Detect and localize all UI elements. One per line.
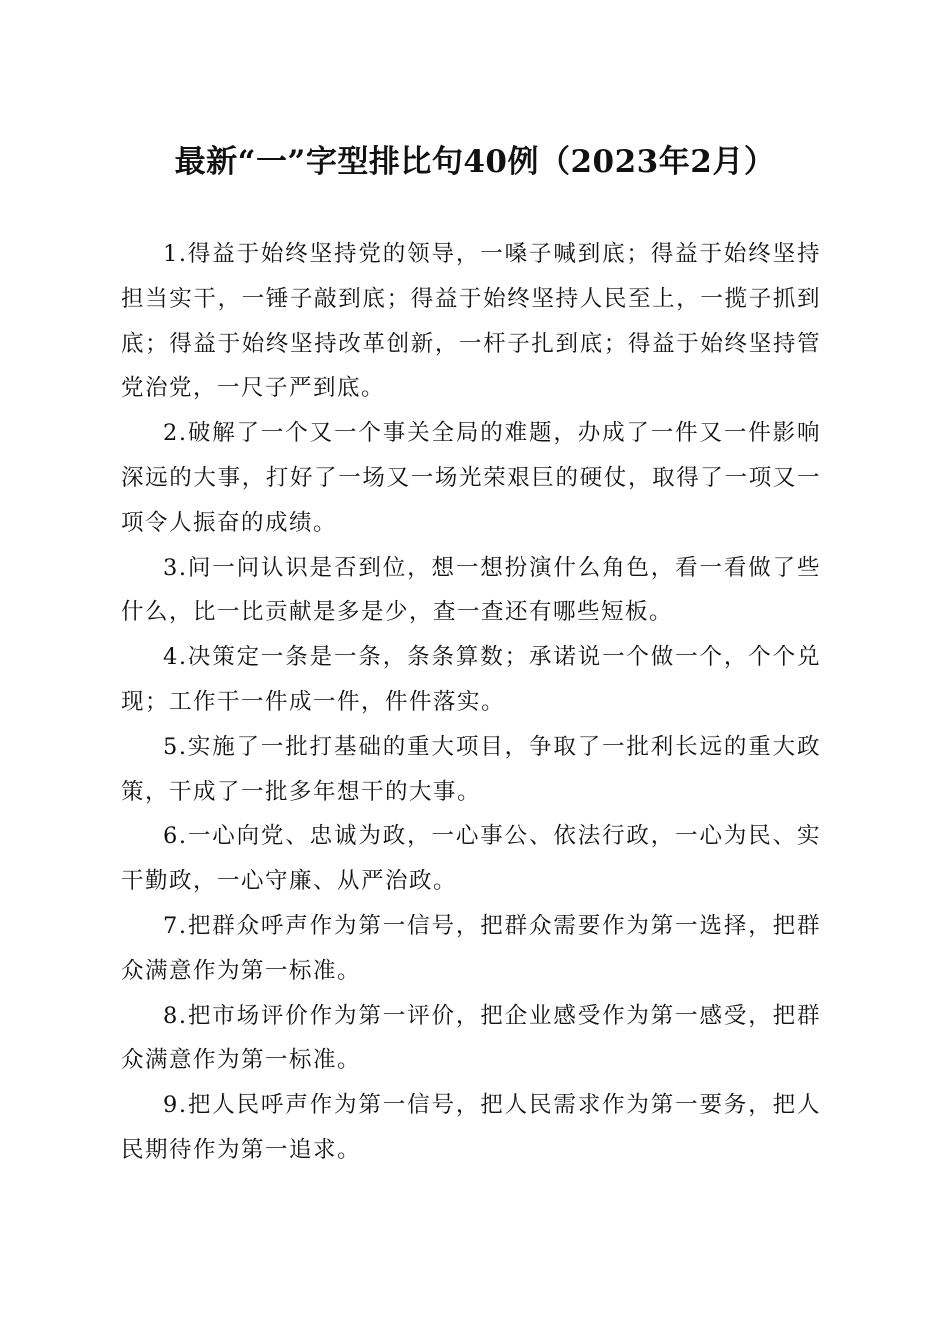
- document-body: [121, 232, 821, 1173]
- paragraph-9: 9.把人民呼声作为第一信号，把人民需求作为第一要务，把人民期待作为第一追求。: [121, 1092, 821, 1163]
- document-title: 最新“一”字型排比句40例（2023年2月）: [174, 144, 776, 180]
- paragraph-4: 4.决策定一条是一条，条条算数；承诺说一个做一个，个个兑现；工作干一件成一件，件件落实。: [121, 644, 821, 715]
- paragraph-6: 6.一心向党、忠诚为政，一心事公、依法行政，一心为民、实干勤政，一心守廉、从严治政。: [121, 823, 821, 895]
- paragraph-3: 3.问一问认识是否到位，想一想扮演什么角色，看一看做了些什么，比一比贡献是多是少，查一查还有哪些短板。: [121, 554, 821, 626]
- paragraph-8: 8.把市场评价作为第一评价，把企业感受作为第一感受，把群众满意作为第一标准。: [121, 1002, 821, 1074]
- paragraph-7: 7.把群众呼声作为第一信号，把群众需要作为第一选择，把群众满意作为第一标准。: [121, 912, 821, 984]
- paragraph-2: 2.破解了一个又一个事关全局的难题，办成了一件又一件影响深远的大事，打好了一场又一场光荣艰巨的硬仗，取得了一项又一项令人振奋的成绩。: [121, 420, 821, 536]
- paragraph-5: 5.实施了一批打基础的重大项目，争取了一批利长远的重大政策，干成了一批多年想干的大事。: [121, 733, 821, 805]
- paragraph-1: 1.得益于始终坚持党的领导，一嗓子喊到底；得益于始终坚持担当实干，一锤子敲到底；得益于始终坚持人民至上，一揽子抓到底；得益于始终坚持改革创新，一杆子扎到底；得益于始终坚持管党治党，一尺子严到底。: [121, 241, 821, 402]
